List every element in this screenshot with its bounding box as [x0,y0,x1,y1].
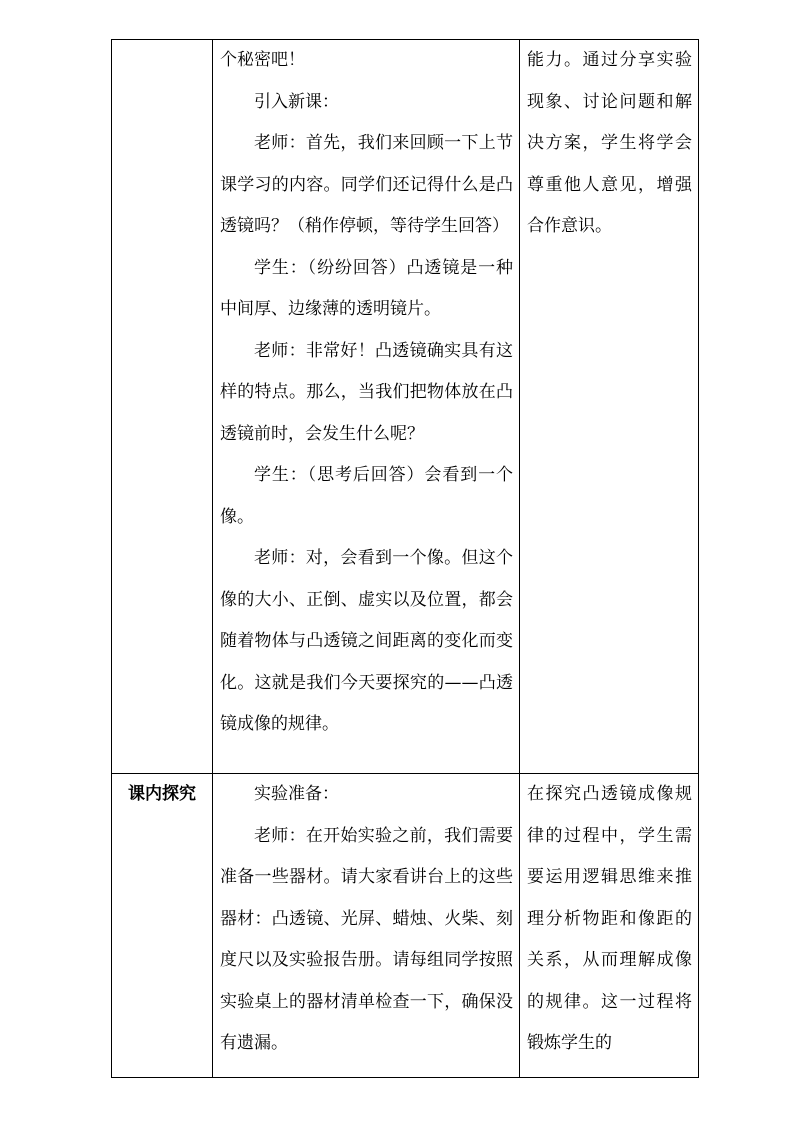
paragraph: 实验准备： [254,784,339,804]
table-row [112,40,699,774]
paragraph: 学生：（思考后回答）会看到一个像。 [220,465,513,527]
lesson-plan-table [111,39,699,1078]
design-intent-cell [520,774,699,1078]
paragraph: 老师：对，会看到一个像。但这个像的大小、正倒、虚实以及位置，都会随着物体与凸透镜之间距离的变化而变化。这就是我们今天要探究的——凸透镜成像的规律。 [220,548,513,734]
section-header-cell [112,40,213,774]
design-intent-text: 能力。通过分享实验现象、讨论问题和解决方案，学生将学会尊重他人意见，增强合作意识。 [527,50,692,236]
design-intent-text: 在探究凸透镜成像规律的过程中，学生需要运用逻辑思维来推理分析物距和像距的关系，从而理解成像的规律。这一过程将锻炼学生的 [527,784,692,1053]
paragraph: 老师：非常好！凸透镜确实具有这样的特点。那么，当我们把物体放在凸透镜前时，会发生什么呢？ [220,340,513,444]
teaching-process-cell [213,774,520,1078]
paragraph: 引入新课： [254,91,339,112]
paragraph: 个秘密吧！ [220,50,305,70]
section-header: 课内探究 [128,784,196,804]
paragraph: 老师：首先，我们来回顾一下上节课学习的内容。同学们还记得什么是凸透镜吗？（稍作停顿，等待学生回答） [220,133,513,236]
teaching-process-text [213,774,519,1065]
table-row [112,774,699,1078]
paragraph: 老师：在开始实验之前，我们需要准备一些器材。请大家看讲台上的这些器材：凸透镜、光屏、蜡烛、火柴、刻度尺以及实验报告册。请每组同学按照实验桌上的器材清单检查一下，确保没有遗漏。 [220,825,513,1053]
paragraph: 学生：（纷纷回答）凸透镜是一种中间厚、边缘薄的透明镜片。 [220,257,513,319]
design-intent-cell [520,40,699,774]
teaching-process-cell [213,40,520,774]
teaching-process-text [213,40,519,746]
section-header-cell [112,774,213,1078]
